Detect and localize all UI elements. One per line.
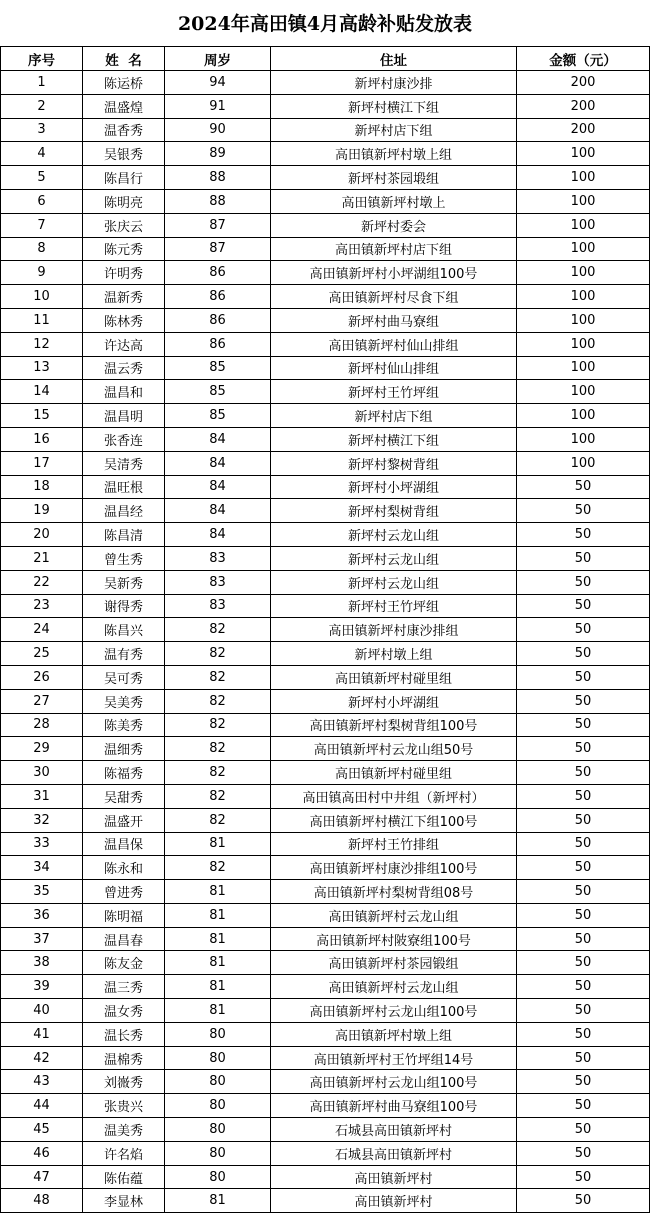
cell-index: 8 — [1, 237, 83, 261]
cell-age: 88 — [165, 189, 271, 213]
cell-index: 6 — [1, 189, 83, 213]
cell-age: 82 — [165, 689, 271, 713]
cell-age: 81 — [165, 880, 271, 904]
cell-age: 84 — [165, 475, 271, 499]
header-amount: 金额（元） — [517, 47, 650, 71]
cell-address: 高田镇新坪村康沙排组100号 — [271, 856, 517, 880]
cell-address: 高田镇新坪村横江下组100号 — [271, 808, 517, 832]
cell-index: 35 — [1, 880, 83, 904]
cell-amount: 100 — [517, 380, 650, 404]
table-row — [1, 784, 650, 808]
cell-index: 46 — [1, 1141, 83, 1165]
cell-age: 84 — [165, 499, 271, 523]
cell-name: 温旺根 — [83, 475, 165, 499]
cell-amount: 50 — [517, 689, 650, 713]
cell-index: 42 — [1, 1046, 83, 1070]
table-row — [1, 737, 650, 761]
cell-amount: 100 — [517, 213, 650, 237]
cell-address: 高田镇新坪村店下组 — [271, 237, 517, 261]
cell-amount: 50 — [517, 1118, 650, 1142]
header-name: 姓 名 — [83, 47, 165, 71]
cell-amount: 100 — [517, 427, 650, 451]
cell-amount: 50 — [517, 523, 650, 547]
cell-index: 34 — [1, 856, 83, 880]
cell-index: 24 — [1, 618, 83, 642]
table-row — [1, 1141, 650, 1165]
cell-amount: 50 — [517, 784, 650, 808]
cell-age: 80 — [165, 1022, 271, 1046]
cell-address: 新坪村墩上组 — [271, 642, 517, 666]
cell-age: 86 — [165, 261, 271, 285]
cell-amount: 50 — [517, 475, 650, 499]
cell-amount: 50 — [517, 832, 650, 856]
cell-index: 9 — [1, 261, 83, 285]
cell-age: 80 — [165, 1094, 271, 1118]
cell-age: 80 — [165, 1118, 271, 1142]
cell-age: 81 — [165, 832, 271, 856]
cell-index: 1 — [1, 71, 83, 95]
table-row — [1, 356, 650, 380]
cell-address: 新坪村康沙排 — [271, 71, 517, 95]
cell-age: 84 — [165, 451, 271, 475]
cell-name: 陈林秀 — [83, 308, 165, 332]
cell-amount: 200 — [517, 94, 650, 118]
cell-age: 81 — [165, 903, 271, 927]
cell-address: 高田镇新坪村云龙山组 — [271, 903, 517, 927]
table-row — [1, 951, 650, 975]
cell-amount: 50 — [517, 975, 650, 999]
cell-address: 高田镇新坪村梨树背组100号 — [271, 713, 517, 737]
cell-address: 新坪村王竹排组 — [271, 832, 517, 856]
cell-index: 28 — [1, 713, 83, 737]
table-row — [1, 189, 650, 213]
cell-index: 30 — [1, 761, 83, 785]
cell-name: 李显林 — [83, 1189, 165, 1213]
table-row — [1, 546, 650, 570]
cell-index: 18 — [1, 475, 83, 499]
cell-amount: 50 — [517, 546, 650, 570]
cell-address: 新坪村梨树背组 — [271, 499, 517, 523]
cell-age: 80 — [165, 1046, 271, 1070]
table-row — [1, 1118, 650, 1142]
cell-amount: 100 — [517, 237, 650, 261]
cell-name: 陈昌清 — [83, 523, 165, 547]
table-row — [1, 118, 650, 142]
cell-name: 吴银秀 — [83, 142, 165, 166]
cell-index: 29 — [1, 737, 83, 761]
cell-name: 温有秀 — [83, 642, 165, 666]
table-row — [1, 142, 650, 166]
cell-amount: 50 — [517, 1165, 650, 1189]
cell-amount: 50 — [517, 856, 650, 880]
cell-amount: 50 — [517, 665, 650, 689]
cell-address: 高田镇新坪村墩上组 — [271, 142, 517, 166]
cell-index: 33 — [1, 832, 83, 856]
cell-name: 吴美秀 — [83, 689, 165, 713]
cell-amount: 50 — [517, 499, 650, 523]
cell-amount: 200 — [517, 71, 650, 95]
cell-address: 石城县高田镇新坪村 — [271, 1118, 517, 1142]
cell-index: 17 — [1, 451, 83, 475]
cell-amount: 100 — [517, 142, 650, 166]
cell-address: 高田镇新坪村茶园锻组 — [271, 951, 517, 975]
cell-address: 新坪村小坪湖组 — [271, 475, 517, 499]
cell-index: 27 — [1, 689, 83, 713]
cell-index: 39 — [1, 975, 83, 999]
cell-amount: 50 — [517, 1022, 650, 1046]
cell-amount: 100 — [517, 451, 650, 475]
cell-name: 温昌春 — [83, 927, 165, 951]
cell-amount: 50 — [517, 737, 650, 761]
cell-address: 新坪村曲马寮组 — [271, 308, 517, 332]
cell-amount: 100 — [517, 285, 650, 309]
cell-age: 85 — [165, 356, 271, 380]
cell-amount: 50 — [517, 1189, 650, 1213]
cell-address: 高田镇新坪村碰里组 — [271, 761, 517, 785]
cell-address: 高田镇新坪村曲马寮组100号 — [271, 1094, 517, 1118]
cell-amount: 50 — [517, 880, 650, 904]
cell-name: 陈明亮 — [83, 189, 165, 213]
cell-index: 45 — [1, 1118, 83, 1142]
document-title: 2024年高田镇4月高龄补贴发放表 — [177, 13, 473, 35]
cell-amount: 50 — [517, 618, 650, 642]
cell-age: 81 — [165, 999, 271, 1023]
table-row — [1, 880, 650, 904]
cell-amount: 50 — [517, 713, 650, 737]
cell-index: 31 — [1, 784, 83, 808]
cell-name: 张贵兴 — [83, 1094, 165, 1118]
table-row — [1, 713, 650, 737]
table-row — [1, 499, 650, 523]
cell-age: 89 — [165, 142, 271, 166]
cell-amount: 50 — [517, 903, 650, 927]
cell-age: 81 — [165, 975, 271, 999]
cell-index: 32 — [1, 808, 83, 832]
cell-index: 15 — [1, 404, 83, 428]
cell-index: 13 — [1, 356, 83, 380]
cell-amount: 50 — [517, 999, 650, 1023]
cell-age: 82 — [165, 808, 271, 832]
cell-name: 温云秀 — [83, 356, 165, 380]
cell-age: 80 — [165, 1141, 271, 1165]
table-row — [1, 213, 650, 237]
cell-name: 曾生秀 — [83, 546, 165, 570]
cell-amount: 50 — [517, 761, 650, 785]
table-row — [1, 1165, 650, 1189]
cell-address: 新坪村委会 — [271, 213, 517, 237]
cell-address: 石城县高田镇新坪村 — [271, 1141, 517, 1165]
cell-name: 温新秀 — [83, 285, 165, 309]
cell-amount: 50 — [517, 1046, 650, 1070]
cell-address: 高田镇新坪村 — [271, 1189, 517, 1213]
cell-age: 81 — [165, 951, 271, 975]
cell-amount: 100 — [517, 189, 650, 213]
cell-amount: 100 — [517, 308, 650, 332]
cell-address: 高田镇新坪村墩上组 — [271, 1022, 517, 1046]
cell-name: 曾进秀 — [83, 880, 165, 904]
cell-address: 高田镇新坪村梨树背组08号 — [271, 880, 517, 904]
cell-name: 温盛开 — [83, 808, 165, 832]
cell-index: 20 — [1, 523, 83, 547]
cell-index: 36 — [1, 903, 83, 927]
cell-amount: 50 — [517, 808, 650, 832]
table-row — [1, 856, 650, 880]
cell-age: 87 — [165, 213, 271, 237]
cell-address: 新坪村王竹坪组 — [271, 380, 517, 404]
cell-index: 22 — [1, 570, 83, 594]
cell-age: 85 — [165, 380, 271, 404]
cell-name: 温长秀 — [83, 1022, 165, 1046]
table-row — [1, 332, 650, 356]
table-row — [1, 94, 650, 118]
table-row — [1, 475, 650, 499]
subsidy-table — [0, 46, 650, 1213]
cell-age: 84 — [165, 523, 271, 547]
cell-age: 83 — [165, 570, 271, 594]
table-row — [1, 642, 650, 666]
cell-address: 新坪村小坪湖组 — [271, 689, 517, 713]
cell-index: 26 — [1, 665, 83, 689]
cell-index: 12 — [1, 332, 83, 356]
table-body — [1, 71, 650, 1213]
cell-age: 91 — [165, 94, 271, 118]
cell-age: 88 — [165, 166, 271, 190]
cell-name: 温香秀 — [83, 118, 165, 142]
cell-name: 吴甜秀 — [83, 784, 165, 808]
cell-name: 陈昌行 — [83, 166, 165, 190]
cell-age: 82 — [165, 618, 271, 642]
cell-index: 7 — [1, 213, 83, 237]
cell-address: 新坪村黎树背组 — [271, 451, 517, 475]
cell-age: 82 — [165, 713, 271, 737]
cell-address: 新坪村云龙山组 — [271, 546, 517, 570]
table-row — [1, 404, 650, 428]
cell-age: 84 — [165, 427, 271, 451]
table-row — [1, 999, 650, 1023]
cell-age: 82 — [165, 642, 271, 666]
cell-name: 温昌保 — [83, 832, 165, 856]
cell-age: 81 — [165, 1189, 271, 1213]
cell-amount: 50 — [517, 1070, 650, 1094]
cell-address: 新坪村王竹坪组 — [271, 594, 517, 618]
cell-name: 陈明福 — [83, 903, 165, 927]
table-row — [1, 808, 650, 832]
table-row — [1, 761, 650, 785]
cell-address: 新坪村横江下组 — [271, 94, 517, 118]
cell-index: 2 — [1, 94, 83, 118]
cell-address: 新坪村茶园塅组 — [271, 166, 517, 190]
cell-index: 23 — [1, 594, 83, 618]
cell-name: 陈福秀 — [83, 761, 165, 785]
cell-address: 高田镇新坪村云龙山组50号 — [271, 737, 517, 761]
cell-name: 陈永和 — [83, 856, 165, 880]
cell-name: 吴清秀 — [83, 451, 165, 475]
cell-name: 刘嶶秀 — [83, 1070, 165, 1094]
cell-index: 37 — [1, 927, 83, 951]
cell-address: 高田镇新坪村陂寮组100号 — [271, 927, 517, 951]
cell-index: 10 — [1, 285, 83, 309]
cell-name: 陈佑蕴 — [83, 1165, 165, 1189]
cell-index: 14 — [1, 380, 83, 404]
cell-age: 82 — [165, 737, 271, 761]
table-header-row — [1, 47, 650, 71]
cell-name: 陈友金 — [83, 951, 165, 975]
cell-name: 温细秀 — [83, 737, 165, 761]
cell-amount: 50 — [517, 594, 650, 618]
cell-amount: 100 — [517, 356, 650, 380]
table-row — [1, 903, 650, 927]
table-row — [1, 523, 650, 547]
cell-address: 新坪村仙山排组 — [271, 356, 517, 380]
cell-address: 高田镇新坪村王竹坪组14号 — [271, 1046, 517, 1070]
table-row — [1, 594, 650, 618]
cell-name: 许名焰 — [83, 1141, 165, 1165]
table-row — [1, 1094, 650, 1118]
cell-age: 87 — [165, 237, 271, 261]
cell-name: 陈运桥 — [83, 71, 165, 95]
cell-address: 高田镇新坪村墩上 — [271, 189, 517, 213]
cell-name: 吴新秀 — [83, 570, 165, 594]
cell-address: 高田镇新坪村小坪湖组100号 — [271, 261, 517, 285]
table-row — [1, 261, 650, 285]
cell-age: 86 — [165, 285, 271, 309]
cell-age: 81 — [165, 927, 271, 951]
cell-age: 83 — [165, 546, 271, 570]
header-index: 序号 — [1, 47, 83, 71]
cell-name: 张庆云 — [83, 213, 165, 237]
cell-amount: 100 — [517, 404, 650, 428]
cell-age: 85 — [165, 404, 271, 428]
cell-age: 86 — [165, 308, 271, 332]
cell-amount: 50 — [517, 951, 650, 975]
table-row — [1, 451, 650, 475]
cell-age: 90 — [165, 118, 271, 142]
cell-amount: 50 — [517, 642, 650, 666]
cell-age: 94 — [165, 71, 271, 95]
cell-age: 83 — [165, 594, 271, 618]
table-row — [1, 308, 650, 332]
cell-index: 40 — [1, 999, 83, 1023]
cell-index: 48 — [1, 1189, 83, 1213]
table-row — [1, 166, 650, 190]
cell-amount: 200 — [517, 118, 650, 142]
cell-address: 新坪村云龙山组 — [271, 523, 517, 547]
table-row — [1, 832, 650, 856]
cell-index: 19 — [1, 499, 83, 523]
cell-name: 温昌明 — [83, 404, 165, 428]
table-row — [1, 1046, 650, 1070]
cell-name: 许达高 — [83, 332, 165, 356]
cell-address: 高田镇新坪村 — [271, 1165, 517, 1189]
cell-address: 高田镇新坪村碰里组 — [271, 665, 517, 689]
cell-index: 38 — [1, 951, 83, 975]
cell-amount: 100 — [517, 332, 650, 356]
cell-amount: 50 — [517, 1141, 650, 1165]
cell-index: 25 — [1, 642, 83, 666]
cell-name: 许明秀 — [83, 261, 165, 285]
table-row — [1, 1189, 650, 1213]
cell-age: 82 — [165, 665, 271, 689]
cell-age: 80 — [165, 1165, 271, 1189]
table-row — [1, 1022, 650, 1046]
table-row — [1, 71, 650, 95]
cell-age: 82 — [165, 784, 271, 808]
cell-name: 陈昌兴 — [83, 618, 165, 642]
cell-name: 温美秀 — [83, 1118, 165, 1142]
cell-amount: 50 — [517, 1094, 650, 1118]
cell-index: 43 — [1, 1070, 83, 1094]
cell-address: 高田镇新坪村云龙山组100号 — [271, 1070, 517, 1094]
cell-age: 82 — [165, 761, 271, 785]
cell-index: 41 — [1, 1022, 83, 1046]
header-age: 周岁 — [165, 47, 271, 71]
table-row — [1, 927, 650, 951]
cell-index: 44 — [1, 1094, 83, 1118]
cell-name: 温女秀 — [83, 999, 165, 1023]
cell-address: 新坪村云龙山组 — [271, 570, 517, 594]
table-row — [1, 570, 650, 594]
cell-address: 高田镇新坪村云龙山组100号 — [271, 999, 517, 1023]
header-address: 住址 — [271, 47, 517, 71]
cell-name: 张香连 — [83, 427, 165, 451]
cell-name: 陈元秀 — [83, 237, 165, 261]
table-row — [1, 237, 650, 261]
cell-name: 温昌和 — [83, 380, 165, 404]
cell-index: 11 — [1, 308, 83, 332]
table-row — [1, 380, 650, 404]
cell-address: 高田镇新坪村康沙排组 — [271, 618, 517, 642]
cell-name: 谢得秀 — [83, 594, 165, 618]
cell-address: 高田镇新坪村尽食下组 — [271, 285, 517, 309]
table-row — [1, 1070, 650, 1094]
cell-name: 吴可秀 — [83, 665, 165, 689]
cell-address: 高田镇新坪村云龙山组 — [271, 975, 517, 999]
cell-name: 陈美秀 — [83, 713, 165, 737]
cell-name: 温昌经 — [83, 499, 165, 523]
cell-index: 16 — [1, 427, 83, 451]
cell-amount: 100 — [517, 166, 650, 190]
table-row — [1, 285, 650, 309]
cell-index: 3 — [1, 118, 83, 142]
cell-address: 新坪村店下组 — [271, 118, 517, 142]
cell-address: 新坪村横江下组 — [271, 427, 517, 451]
cell-name: 温三秀 — [83, 975, 165, 999]
cell-amount: 50 — [517, 570, 650, 594]
cell-index: 4 — [1, 142, 83, 166]
table-row — [1, 665, 650, 689]
cell-age: 82 — [165, 856, 271, 880]
cell-age: 86 — [165, 332, 271, 356]
cell-address: 新坪村店下组 — [271, 404, 517, 428]
cell-amount: 100 — [517, 261, 650, 285]
cell-name: 温棉秀 — [83, 1046, 165, 1070]
table-row — [1, 975, 650, 999]
cell-name: 温盛煌 — [83, 94, 165, 118]
table-row — [1, 618, 650, 642]
cell-index: 47 — [1, 1165, 83, 1189]
cell-address: 高田镇高田村中井组（新坪村） — [271, 784, 517, 808]
cell-index: 21 — [1, 546, 83, 570]
table-row — [1, 427, 650, 451]
table-row — [1, 689, 650, 713]
cell-address: 高田镇新坪村仙山排组 — [271, 332, 517, 356]
cell-age: 80 — [165, 1070, 271, 1094]
cell-index: 5 — [1, 166, 83, 190]
cell-amount: 50 — [517, 927, 650, 951]
